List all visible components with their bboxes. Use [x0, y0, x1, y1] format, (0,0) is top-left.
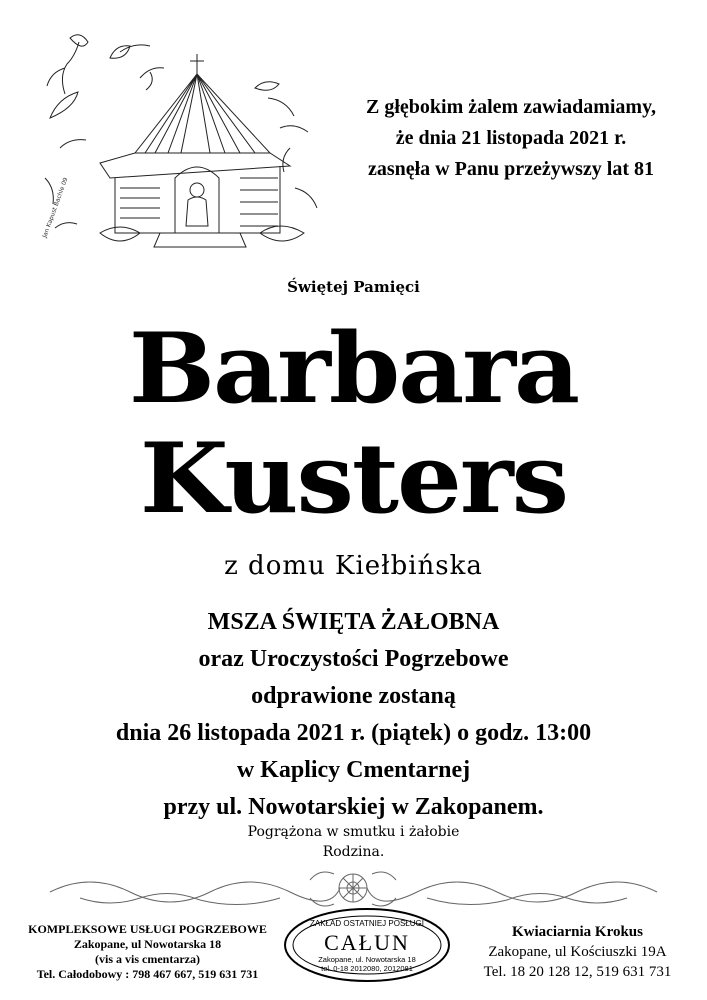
services-address: Zakopane, ul Nowotarska 18: [73, 937, 222, 951]
mass-line-2: oraz Uroczystości Pogrzebowe: [198, 646, 509, 672]
funeral-services-info: [10, 922, 285, 982]
deceased-last-name: Kusters: [139, 422, 568, 536]
intro-line-1: Z głębokim żalem zawiadamiamy,: [366, 96, 656, 118]
calun-logo: [282, 906, 452, 984]
logo-address: Zakopane, ul. Nowotarska 18: [318, 955, 416, 964]
florist-address: Zakopane, ul Kościuszki 19A: [488, 944, 667, 960]
family-signature: [0, 822, 707, 862]
funeral-mass-details: [0, 604, 707, 826]
services-address-note: (vis a vis cmentarza): [95, 952, 200, 966]
maiden-name: z domu Kiełbińska: [224, 551, 483, 581]
announcement-intro: [330, 92, 692, 185]
mass-line-5: w Kaplicy Cmentarnej: [236, 757, 471, 783]
family-line-2: Rodzina.: [322, 844, 385, 860]
logo-top-text: ZAKŁAD OSTATNIEJ POSŁUGI: [310, 919, 424, 928]
logo-phone: tel. 0-18 2012080, 2012081: [321, 964, 413, 973]
logo-name: CAŁUN: [324, 930, 410, 955]
deceased-first-name: Barbara: [128, 312, 579, 426]
family-line-1: Pogrążona w smutku i żałobie: [247, 824, 460, 840]
mass-line-4: dnia 26 listopada 2021 r. (piątek) o godz. 13:00: [115, 720, 592, 746]
intro-line-3: zasnęła w Panu przeżywszy lat 81: [367, 158, 655, 180]
intro-line-2: że dnia 21 listopada 2021 r.: [395, 127, 627, 149]
services-heading: KOMPLEKSOWE USŁUGI POGRZEBOWE: [28, 922, 267, 936]
memory-label: Świętej Pamięci: [287, 278, 420, 296]
mass-line-1: MSZA ŚWIĘTA ŻAŁOBNA: [207, 609, 500, 635]
services-phone: Tel. Całodobowy : 798 467 667, 519 631 731: [36, 967, 259, 981]
mass-line-3: odprawione zostaną: [251, 683, 456, 709]
mass-line-6: przy ul. Nowotarskiej w Zakopanem.: [163, 794, 544, 820]
florist-name: Kwiaciarnia Krokus: [512, 924, 643, 940]
florist-info: [455, 922, 700, 982]
florist-phone: Tel. 18 20 128 12, 519 631 731: [483, 964, 672, 980]
chapel-illustration: [40, 28, 330, 268]
artist-signature: Jan Kapust Bachle 09: [41, 176, 70, 239]
